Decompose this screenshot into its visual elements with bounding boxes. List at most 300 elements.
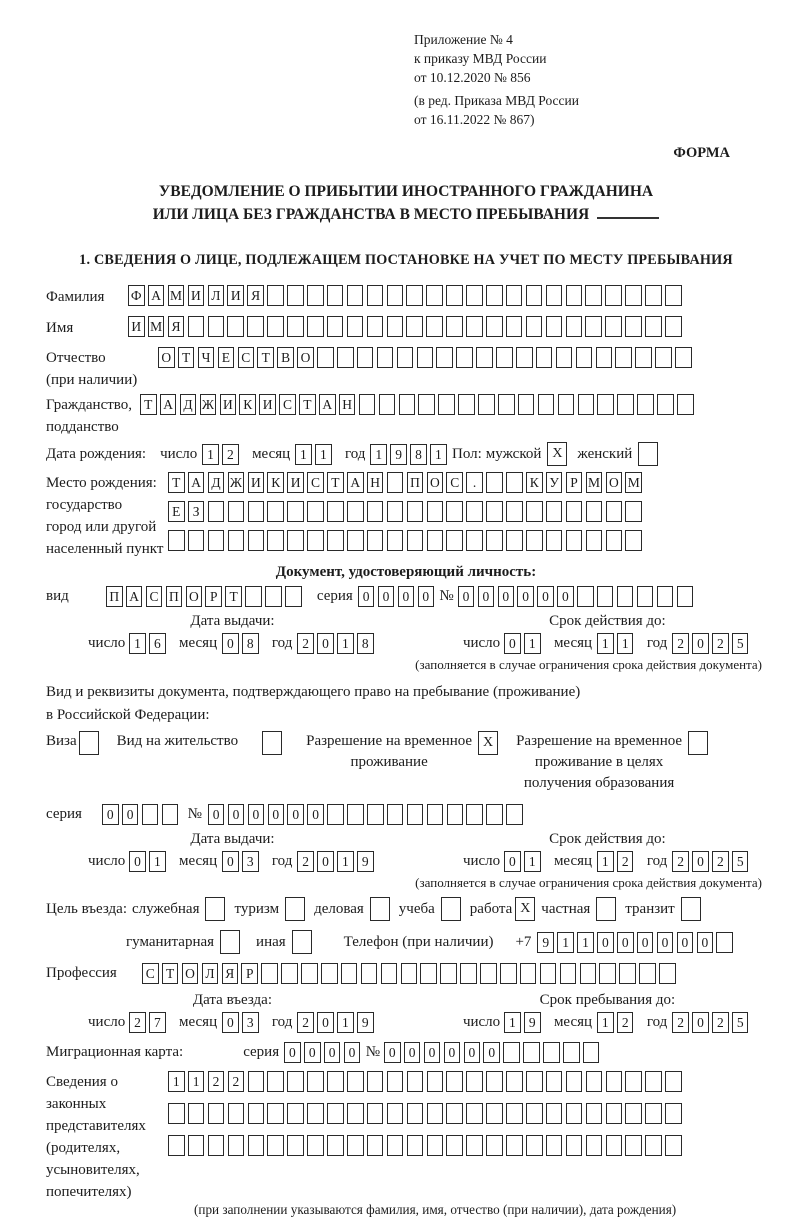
res-issue-month-cells[interactable] (222, 851, 262, 872)
char-cell[interactable] (357, 347, 374, 368)
char-cell[interactable] (586, 1103, 603, 1124)
char-cell[interactable] (526, 1135, 543, 1156)
char-cell[interactable]: П (407, 472, 424, 493)
char-cell[interactable] (625, 530, 642, 551)
char-cell[interactable] (566, 501, 583, 522)
char-cell[interactable] (327, 804, 344, 825)
char-cell[interactable] (427, 501, 444, 522)
char-cell[interactable] (426, 316, 443, 337)
char-cell[interactable] (586, 501, 603, 522)
char-cell[interactable]: И (220, 394, 237, 415)
char-cell[interactable] (566, 530, 583, 551)
char-cell[interactable] (327, 1135, 344, 1156)
char-cell[interactable] (466, 530, 483, 551)
char-cell[interactable] (546, 1135, 563, 1156)
char-cell[interactable] (486, 1135, 503, 1156)
char-cell[interactable] (307, 530, 324, 551)
char-cell[interactable] (566, 1103, 583, 1124)
char-cell[interactable]: К (267, 472, 284, 493)
char-cell[interactable] (665, 285, 682, 306)
char-cell[interactable]: 5 (732, 851, 749, 872)
id-issue-year-cells[interactable] (297, 633, 377, 654)
char-cell[interactable] (605, 285, 622, 306)
purpose-transit-checkbox[interactable] (681, 897, 701, 921)
char-cell[interactable] (506, 1135, 523, 1156)
char-cell[interactable]: 1 (168, 1071, 185, 1092)
char-cell[interactable]: 0 (284, 1042, 301, 1063)
char-cell[interactable] (142, 804, 159, 825)
char-cell[interactable]: 0 (464, 1042, 481, 1063)
char-cell[interactable] (168, 1103, 185, 1124)
char-cell[interactable] (248, 530, 265, 551)
char-cell[interactable]: Т (225, 586, 242, 607)
char-cell[interactable] (265, 586, 282, 607)
char-cell[interactable]: 8 (357, 633, 374, 654)
char-cell[interactable] (426, 285, 443, 306)
char-cell[interactable]: 0 (697, 932, 714, 953)
char-cell[interactable] (645, 1135, 662, 1156)
patronymic-cells[interactable] (158, 347, 695, 368)
char-cell[interactable] (367, 316, 384, 337)
char-cell[interactable] (546, 316, 563, 337)
char-cell[interactable]: 2 (712, 851, 729, 872)
char-cell[interactable] (347, 316, 364, 337)
purpose-work-checkbox[interactable]: X (515, 897, 535, 921)
char-cell[interactable]: 9 (524, 1012, 541, 1033)
id-issue-day-cells[interactable] (129, 633, 169, 654)
char-cell[interactable] (188, 1103, 205, 1124)
char-cell[interactable] (367, 285, 384, 306)
char-cell[interactable] (406, 285, 423, 306)
entry-month-cells[interactable] (222, 1012, 262, 1033)
char-cell[interactable]: П (106, 586, 123, 607)
char-cell[interactable]: 1 (524, 633, 541, 654)
sex-male-checkbox[interactable]: X (547, 442, 567, 466)
char-cell[interactable] (655, 347, 672, 368)
res-expiry-month-cells[interactable] (597, 851, 637, 872)
char-cell[interactable] (347, 1103, 364, 1124)
char-cell[interactable]: Т (257, 347, 274, 368)
char-cell[interactable] (418, 394, 435, 415)
char-cell[interactable]: П (166, 586, 183, 607)
char-cell[interactable]: 2 (297, 851, 314, 872)
char-cell[interactable] (615, 347, 632, 368)
id-doc-number-cells[interactable] (458, 586, 697, 607)
char-cell[interactable]: 0 (692, 633, 709, 654)
char-cell[interactable] (606, 501, 623, 522)
char-cell[interactable]: А (319, 394, 336, 415)
char-cell[interactable]: 2 (297, 633, 314, 654)
char-cell[interactable]: 1 (315, 444, 332, 465)
char-cell[interactable]: 0 (102, 804, 119, 825)
char-cell[interactable]: 0 (418, 586, 435, 607)
char-cell[interactable] (436, 347, 453, 368)
char-cell[interactable] (168, 530, 185, 551)
residence-number-cells[interactable] (208, 804, 526, 825)
char-cell[interactable] (506, 472, 523, 493)
char-cell[interactable] (518, 394, 535, 415)
residence-permit-checkbox[interactable] (262, 731, 282, 755)
char-cell[interactable] (516, 347, 533, 368)
char-cell[interactable]: 3 (242, 1012, 259, 1033)
char-cell[interactable] (606, 530, 623, 551)
char-cell[interactable]: 2 (672, 851, 689, 872)
char-cell[interactable] (387, 472, 404, 493)
char-cell[interactable] (597, 586, 614, 607)
char-cell[interactable] (617, 586, 634, 607)
char-cell[interactable] (657, 586, 674, 607)
char-cell[interactable] (228, 530, 245, 551)
char-cell[interactable] (188, 1135, 205, 1156)
char-cell[interactable]: 1 (149, 851, 166, 872)
migration-series-cells[interactable] (284, 1042, 364, 1063)
char-cell[interactable]: 1 (370, 444, 387, 465)
char-cell[interactable] (407, 1135, 424, 1156)
char-cell[interactable] (586, 530, 603, 551)
id-issue-month-cells[interactable] (222, 633, 262, 654)
char-cell[interactable] (407, 1103, 424, 1124)
char-cell[interactable] (427, 804, 444, 825)
char-cell[interactable]: 0 (317, 633, 334, 654)
char-cell[interactable]: К (239, 394, 256, 415)
char-cell[interactable]: 0 (483, 1042, 500, 1063)
char-cell[interactable]: С (142, 963, 159, 984)
name-cells[interactable] (128, 316, 685, 337)
char-cell[interactable]: . (466, 472, 483, 493)
char-cell[interactable]: 2 (617, 851, 634, 872)
char-cell[interactable] (387, 1071, 404, 1092)
char-cell[interactable] (168, 1135, 185, 1156)
char-cell[interactable] (420, 963, 437, 984)
char-cell[interactable] (677, 394, 694, 415)
char-cell[interactable] (526, 530, 543, 551)
purpose-other-checkbox[interactable] (292, 930, 312, 954)
char-cell[interactable]: 2 (208, 1071, 225, 1092)
char-cell[interactable] (379, 394, 396, 415)
char-cell[interactable] (267, 530, 284, 551)
char-cell[interactable] (675, 347, 692, 368)
char-cell[interactable] (486, 804, 503, 825)
char-cell[interactable] (406, 316, 423, 337)
char-cell[interactable] (546, 1103, 563, 1124)
char-cell[interactable]: 1 (337, 851, 354, 872)
char-cell[interactable] (486, 1071, 503, 1092)
char-cell[interactable]: 1 (597, 851, 614, 872)
char-cell[interactable] (287, 285, 304, 306)
char-cell[interactable] (578, 394, 595, 415)
char-cell[interactable] (407, 530, 424, 551)
representatives-cells-row1[interactable] (168, 1071, 685, 1092)
stay-year-cells[interactable] (672, 1012, 752, 1033)
char-cell[interactable]: Ч (198, 347, 215, 368)
char-cell[interactable] (417, 347, 434, 368)
char-cell[interactable] (337, 347, 354, 368)
char-cell[interactable] (407, 1071, 424, 1092)
char-cell[interactable]: 0 (637, 932, 654, 953)
char-cell[interactable]: Т (168, 472, 185, 493)
char-cell[interactable] (585, 316, 602, 337)
char-cell[interactable] (556, 347, 573, 368)
char-cell[interactable] (285, 586, 302, 607)
char-cell[interactable] (577, 586, 594, 607)
char-cell[interactable]: Р (241, 963, 258, 984)
char-cell[interactable]: И (287, 472, 304, 493)
surname-cells[interactable] (128, 285, 685, 306)
purpose-study-checkbox[interactable] (441, 897, 461, 921)
char-cell[interactable] (307, 1103, 324, 1124)
char-cell[interactable] (446, 501, 463, 522)
char-cell[interactable]: 9 (357, 1012, 374, 1033)
char-cell[interactable]: И (227, 285, 244, 306)
char-cell[interactable]: С (238, 347, 255, 368)
char-cell[interactable]: Р (566, 472, 583, 493)
char-cell[interactable]: 0 (344, 1042, 361, 1063)
char-cell[interactable]: 0 (398, 586, 415, 607)
char-cell[interactable] (498, 394, 515, 415)
char-cell[interactable]: 5 (732, 1012, 749, 1033)
char-cell[interactable]: 0 (317, 851, 334, 872)
char-cell[interactable] (327, 316, 344, 337)
char-cell[interactable]: Е (218, 347, 235, 368)
char-cell[interactable] (307, 1135, 324, 1156)
char-cell[interactable]: 0 (287, 804, 304, 825)
char-cell[interactable]: 0 (504, 851, 521, 872)
char-cell[interactable]: 1 (597, 1012, 614, 1033)
char-cell[interactable] (438, 394, 455, 415)
char-cell[interactable]: 0 (129, 851, 146, 872)
char-cell[interactable] (606, 1071, 623, 1092)
char-cell[interactable]: Н (367, 472, 384, 493)
char-cell[interactable] (460, 963, 477, 984)
char-cell[interactable] (526, 1103, 543, 1124)
char-cell[interactable] (566, 1135, 583, 1156)
id-expiry-month-cells[interactable] (597, 633, 637, 654)
char-cell[interactable] (267, 285, 284, 306)
char-cell[interactable] (583, 1042, 600, 1063)
char-cell[interactable] (446, 530, 463, 551)
char-cell[interactable] (377, 347, 394, 368)
char-cell[interactable]: М (586, 472, 603, 493)
res-expiry-year-cells[interactable] (672, 851, 752, 872)
char-cell[interactable] (596, 347, 613, 368)
char-cell[interactable]: С (146, 586, 163, 607)
char-cell[interactable] (566, 316, 583, 337)
migration-number-cells[interactable] (384, 1042, 603, 1063)
char-cell[interactable] (287, 316, 304, 337)
char-cell[interactable] (321, 963, 338, 984)
char-cell[interactable]: Л (202, 963, 219, 984)
char-cell[interactable] (563, 1042, 580, 1063)
char-cell[interactable] (665, 1071, 682, 1092)
char-cell[interactable] (506, 501, 523, 522)
stay-month-cells[interactable] (597, 1012, 637, 1033)
char-cell[interactable] (506, 804, 523, 825)
char-cell[interactable] (347, 285, 364, 306)
char-cell[interactable]: 0 (498, 586, 515, 607)
char-cell[interactable] (546, 285, 563, 306)
char-cell[interactable]: Т (162, 963, 179, 984)
char-cell[interactable]: А (126, 586, 143, 607)
char-cell[interactable]: 1 (202, 444, 219, 465)
char-cell[interactable]: 0 (692, 1012, 709, 1033)
char-cell[interactable] (228, 1135, 245, 1156)
birthplace-cells-row2[interactable] (168, 501, 645, 522)
char-cell[interactable] (677, 586, 694, 607)
char-cell[interactable]: О (297, 347, 314, 368)
char-cell[interactable]: В (277, 347, 294, 368)
char-cell[interactable] (625, 285, 642, 306)
char-cell[interactable]: 1 (504, 1012, 521, 1033)
char-cell[interactable]: 0 (657, 932, 674, 953)
char-cell[interactable]: 0 (358, 586, 375, 607)
birth-year-cells[interactable] (370, 444, 450, 465)
char-cell[interactable] (188, 316, 205, 337)
char-cell[interactable]: А (160, 394, 177, 415)
char-cell[interactable] (248, 1071, 265, 1092)
char-cell[interactable] (327, 501, 344, 522)
char-cell[interactable] (347, 1071, 364, 1092)
char-cell[interactable] (645, 285, 662, 306)
char-cell[interactable] (387, 1135, 404, 1156)
char-cell[interactable]: 2 (672, 633, 689, 654)
char-cell[interactable]: И (259, 394, 276, 415)
char-cell[interactable]: 6 (149, 633, 166, 654)
char-cell[interactable] (486, 472, 503, 493)
char-cell[interactable] (327, 530, 344, 551)
char-cell[interactable]: 1 (617, 633, 634, 654)
char-cell[interactable]: 2 (228, 1071, 245, 1092)
char-cell[interactable] (446, 316, 463, 337)
purpose-humanitarian-checkbox[interactable] (220, 930, 240, 954)
char-cell[interactable] (307, 501, 324, 522)
char-cell[interactable] (645, 316, 662, 337)
char-cell[interactable] (367, 1071, 384, 1092)
char-cell[interactable]: 0 (597, 932, 614, 953)
char-cell[interactable] (397, 347, 414, 368)
char-cell[interactable] (327, 1071, 344, 1092)
char-cell[interactable] (267, 1103, 284, 1124)
char-cell[interactable] (546, 501, 563, 522)
char-cell[interactable] (617, 394, 634, 415)
char-cell[interactable] (361, 963, 378, 984)
char-cell[interactable] (440, 963, 457, 984)
char-cell[interactable] (367, 1135, 384, 1156)
entry-year-cells[interactable] (297, 1012, 377, 1033)
char-cell[interactable]: И (248, 472, 265, 493)
char-cell[interactable] (526, 1071, 543, 1092)
char-cell[interactable]: 0 (444, 1042, 461, 1063)
char-cell[interactable] (447, 804, 464, 825)
char-cell[interactable] (267, 1071, 284, 1092)
char-cell[interactable] (446, 1103, 463, 1124)
char-cell[interactable]: 0 (617, 932, 634, 953)
char-cell[interactable] (523, 1042, 540, 1063)
char-cell[interactable] (546, 530, 563, 551)
char-cell[interactable]: 0 (317, 1012, 334, 1033)
char-cell[interactable]: 0 (478, 586, 495, 607)
char-cell[interactable] (506, 316, 523, 337)
char-cell[interactable]: 1 (597, 633, 614, 654)
char-cell[interactable] (245, 586, 262, 607)
char-cell[interactable]: С (279, 394, 296, 415)
char-cell[interactable]: Я (168, 316, 185, 337)
id-expiry-year-cells[interactable] (672, 633, 752, 654)
stay-day-cells[interactable] (504, 1012, 544, 1033)
char-cell[interactable] (367, 1103, 384, 1124)
char-cell[interactable] (387, 501, 404, 522)
char-cell[interactable] (367, 804, 384, 825)
citizenship-cells[interactable] (140, 394, 697, 415)
char-cell[interactable] (446, 1135, 463, 1156)
visa-checkbox[interactable] (79, 731, 99, 755)
char-cell[interactable] (399, 394, 416, 415)
char-cell[interactable]: 8 (410, 444, 427, 465)
char-cell[interactable]: О (606, 472, 623, 493)
char-cell[interactable] (543, 1042, 560, 1063)
purpose-business-checkbox[interactable] (370, 897, 390, 921)
char-cell[interactable]: Ф (128, 285, 145, 306)
id-doc-type-cells[interactable] (106, 586, 305, 607)
char-cell[interactable]: 1 (337, 1012, 354, 1033)
char-cell[interactable] (480, 963, 497, 984)
char-cell[interactable] (486, 1103, 503, 1124)
char-cell[interactable] (625, 1071, 642, 1092)
char-cell[interactable] (635, 347, 652, 368)
char-cell[interactable]: 2 (129, 1012, 146, 1033)
birth-day-cells[interactable] (202, 444, 242, 465)
char-cell[interactable] (281, 963, 298, 984)
char-cell[interactable] (387, 316, 404, 337)
char-cell[interactable] (639, 963, 656, 984)
char-cell[interactable]: Л (208, 285, 225, 306)
char-cell[interactable]: О (182, 963, 199, 984)
char-cell[interactable] (606, 1103, 623, 1124)
char-cell[interactable] (341, 963, 358, 984)
entry-day-cells[interactable] (129, 1012, 169, 1033)
char-cell[interactable]: О (186, 586, 203, 607)
char-cell[interactable]: Я (222, 963, 239, 984)
char-cell[interactable] (520, 963, 537, 984)
char-cell[interactable] (347, 501, 364, 522)
id-expiry-day-cells[interactable] (504, 633, 544, 654)
char-cell[interactable]: Т (140, 394, 157, 415)
char-cell[interactable]: 9 (390, 444, 407, 465)
char-cell[interactable] (496, 347, 513, 368)
char-cell[interactable]: Ж (228, 472, 245, 493)
char-cell[interactable]: 9 (537, 932, 554, 953)
char-cell[interactable] (427, 1103, 444, 1124)
char-cell[interactable] (657, 394, 674, 415)
char-cell[interactable] (606, 1135, 623, 1156)
char-cell[interactable]: 3 (242, 851, 259, 872)
char-cell[interactable] (287, 530, 304, 551)
char-cell[interactable] (526, 316, 543, 337)
char-cell[interactable] (247, 316, 264, 337)
char-cell[interactable] (566, 285, 583, 306)
char-cell[interactable] (585, 285, 602, 306)
char-cell[interactable] (466, 1071, 483, 1092)
res-issue-year-cells[interactable] (297, 851, 377, 872)
char-cell[interactable] (637, 586, 654, 607)
char-cell[interactable] (665, 316, 682, 337)
char-cell[interactable] (486, 501, 503, 522)
char-cell[interactable]: 0 (384, 1042, 401, 1063)
char-cell[interactable] (466, 316, 483, 337)
char-cell[interactable] (665, 1135, 682, 1156)
char-cell[interactable]: 1 (524, 851, 541, 872)
char-cell[interactable] (359, 394, 376, 415)
profession-cells[interactable] (142, 963, 679, 984)
